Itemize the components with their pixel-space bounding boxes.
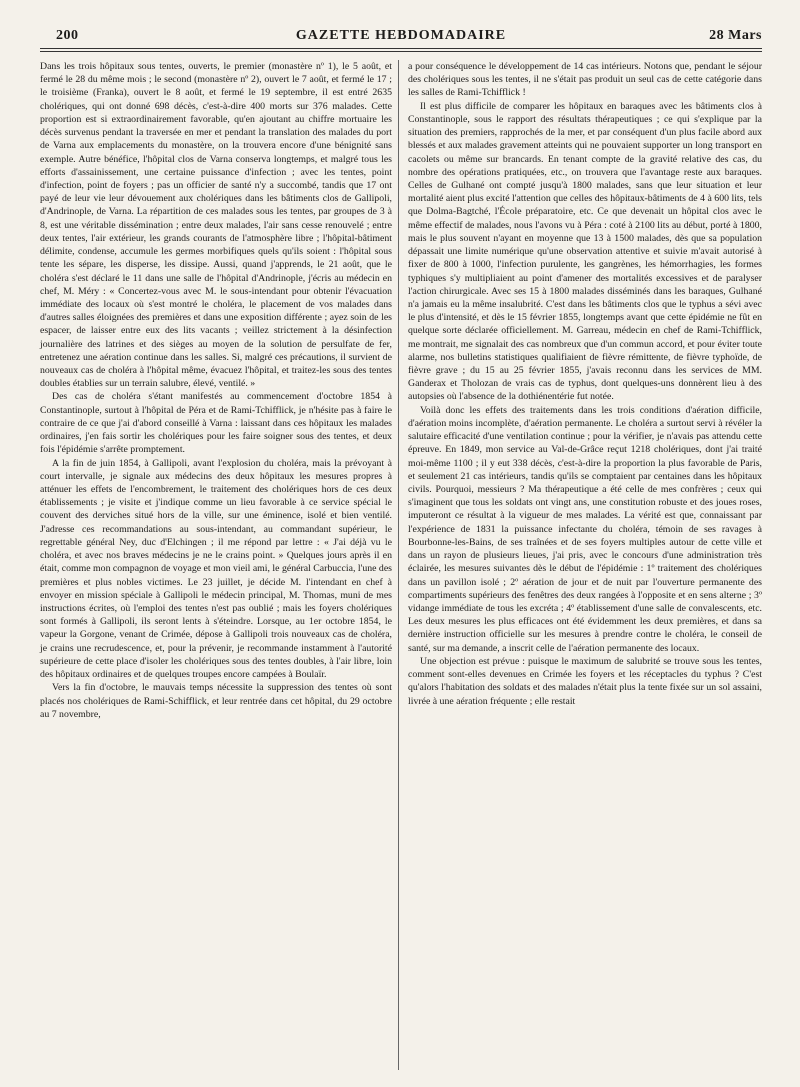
issue-date: 28 Mars — [709, 28, 762, 43]
paragraph: Dans les trois hôpitaux sous tentes, ouverts, le premier (monastère nº 1), le 5 août, et fermé le 28 du même mois ; le second (monastère nº 2), ouvert le 7 août, et fermé le 17 ; le troisième (Franka), ouvert le 8 août, et fermé le 19 septembre, il est entré 2635 cholériques, qui ont donné 698 décès, c'est-à-dire 400 morts sur 376 malades. Cette proportion est si extraordinairement favorable, qu'en ajoutant au chiffre mortuaire les décès survenus pendant la traversée en mer et pendant la translation des malades du port de Varna aux emplacements du monastère, on la trouvera encore d'une bénignité sans exemple. Autre bénéfice, l'hôpital clos de Varna conserva longtemps, et malgré tous les efforts d'assainissement, une certaine puissance d'infection ; avec les tentes, point d'infection, point de foyers ; pas un officier de santé n'y a succombé, tandis que 17 ont payé de leur vie leur dévouement aux cholériques dans les bâtiments clos de Gallipoli, d'Andrinople, de Varna. La répartition de ces malades sous les tentes, par groupes de 3 à 8, est une véritable dissémination ; entre deux malades, l'air sans cesse renouvelé ; entre deux tentes, l'air extérieur, les grands courants de l'atmosphère libre ; l'hôpital-bâtiment délimite, condense, accumule les germes morbifiques quels qu'ils soient : l'hôpital sous tente les sépare, les disperse, les dissipe. Aussi, quand j'apprends, le 21 août, que le choléra s'est déclaré le 11 dans une salle de l'hôpital d'Andrinople, j'écris au médecin en chef, M. Méry : « Concertez-vous avec M. le sous-intendant pour obtenir l'évacuation immédiate des locaux où s'est montré le choléra, le placement de vos malades dans d'autres salles éloignées des premières et dans une exposition différente ; ayez soin de les espacer, de laisser entre eux des lits vacants ; veillez strictement à la désinfection journalière des latrines et des sièges au moyen de la solution de persulfate de fer, entretenez une aération continue dans les salles. Si, malgré ces précautions, il survient de nouveaux cas de choléra à l'hôpital même, évacuez l'hôpital, et traitez-les sous des tentes doubles établies sur un terrain salubre, élevé, ventilé. » — [40, 61, 392, 390]
paragraph: Des cas de choléra s'étant manifestés au commencement d'octobre 1854 à Constantinople, surtout à l'hôpital de Péra et de Rami-Tchifflick, je n'hésite pas à faire le contraire de ce que j'ai d'abord conseillé à Varna : laissant dans ces hôpitaux les malades ordinaires, j'en fais sortir les cholériques pour les faire soigner sous des tentes, et deux fois l'épidémie s'arrête promptement. — [40, 391, 392, 456]
paragraph: Vers la fin d'octobre, le mauvais temps nécessite la suppression des tentes où sont placés nos cholériques de Rami-Schifflick, et leur rentrée dans cet hôpital, du 29 octobre au 7 novembre, — [40, 682, 392, 720]
header-rule — [40, 48, 762, 49]
right-column — [408, 60, 762, 708]
page-number: 200 — [56, 28, 79, 43]
publication-title: GAZETTE HEBDOMADAIRE — [295, 28, 507, 43]
column-divider — [398, 60, 399, 1070]
paragraph: A la fin de juin 1854, à Gallipoli, avant l'explosion du choléra, mais la prévoyant à court intervalle, je signale aux médecins des deux hôpitaux les mesures propres à atténuer les effets de l'encombrement, le traitement des cholériques hors de ces deux établissements ; je visite et j'indique comme un lieu favorable à ce service spécial le couvent des derviches situé hors de la ville, sur une éminence, isolé et bien ventilé. J'adresse ces recommandations au sous-intendant, au commandant supérieur, le regrettable général Ney, duc d'Elchingen ; il me répond par lettre : « J'ai déjà vu le choléra, et avec nos braves médecins je ne le crains point. » Quelques jours après il en était, comme mon compagnon de voyage et mon vieil ami, le général Carbuccia, l'une des premières et plus nobles victimes. Le 23 juillet, je décide M. l'intendant en chef à envoyer en mission spéciale à Gallipoli le médecin principal, M. Thomas, muni de mes instructions écrites, où l'emploi des tentes n'est pas oublié ; mais les foyers cholériques sont formés à Gallipoli, ils seront lents à s'éteindre. Lorsque, au 1er octobre 1854, le vapeur la Gorgone, venant de Crimée, dépose à Gallipoli trois nouveaux cas de choléra, je crains une recrudescence, et, pour la prévenir, je recommande instamment à l'autorité supérieure de cette place d'isoler les cholériques sous des tentes doubles, à l'air libre, loin des hôpitaux ordinaires et de quelques troupes encore campées à Boulaïr. — [40, 457, 392, 681]
paragraph: Une objection est prévue : puisque le maximum de salubrité se trouve sous les tentes, comment sont-elles devenues en Crimée les foyers et les réceptacles du typhus ? C'est qu'alors l'habitation des soldats et des malades n'était plus la tente fixée sur un sol assaini, livrée à une aération fréquente ; elle restait — [408, 655, 762, 707]
paragraph: a pour conséquence le développement de 14 cas intérieurs. Notons que, pendant le séjour des cholériques sous les tentes, il ne s'était pas produit un seul cas de cette catégorie dans les salles de Rami-Tchifflick ! — [408, 61, 762, 99]
paragraph: Voilà donc les effets des traitements dans les trois conditions d'aération difficile, d'aération moins incomplète, d'aération permanente. Le choléra a surtout servi à révéler la salutaire efficacité d'une ventilation continue ; pour la vérifier, je n'avais pas attendu cette épreuve. En 1849, mon service au Val-de-Grâce reçut 1218 cholériques, dont j'ai traité moi-même 1100 ; il y eut 338 décès, c'est-à-dire la proportion la plus favorable de Paris, et seulement 21 cas intérieurs, tandis qu'ils se comptaient par centaines dans les hôpitaux civils. Pourquoi, messieurs ? Ma thérapeutique a été celle de mes confrères ; ceux qui s'imaginent que tous les soldats ont vingt ans, une constitution robuste et des joues roses, imputeront ce résultat à la vigueur de mes malades. La vérité est que, connaissant par l'expérience de 1831 la puissance infectante du choléra, témoin de ses ravages à Bourbonne-les-Bains, de ses traînées et de ses foyers multiples autour de cette ville et dans un rayon de plusieurs lieues, j'ai pris, avec le concours d'une administration très éclairée, les mesures suivantes dès le début de l'épidémie : 1º traitement des cholériques dans un pavillon isolé ; 2º aération de jour et de nuit par l'ouverture permanente des compartiments supérieurs des fenêtres des deux rangées à l'opposite et en sens alterne ; 3º vidange immédiate de tous les excréta ; 4º établissement d'une salle de convalescents, etc. Les deux mesures les plus efficaces ont été évidemment les deux premières, et dans sa dernière instruction officielle sur les mesures à prendre contre le choléra, le conseil de santé, sur ma demande, a inscrit celle de l'aération permanente des locaux. — [408, 404, 762, 654]
header-rule — [40, 51, 762, 52]
paragraph: Il est plus difficile de comparer les hôpitaux en baraques avec les bâtiments clos à Constantinople, sous le rapport des résultats thérapeutiques ; ce qui s'explique par la situation des premiers, rapprochés de la mer, et par conséquent d'un plus facile abord aux blessés et aux malades gravement atteints qui ne pouvaient supporter un long transport en cacolets ou même sur brancards. En tenant compte de la gravité relative des cas, du nombre des opérations pratiquées, etc., on trouvera que l'avantage reste aux baraques. Celles de Gulhané ont compté jusqu'à 1800 malades, sans que leur situation et leur mortalité aient plus excité l'attention que celles des hôpitaux-bâtiments de 4 à 600 lits, tels que Dolma-Bagtché, l'École préparatoire, etc. Ce que devenait un hôpital clos avec le même effectif de malades, nous l'avons vu à Péra : coté à 2100 lits au début, porté à 1800, mais le plus souvent n'ayant en moyenne que 13 à 1500 malades, dès que sa population dépassait une limite numérique qu'une observation attentive et suivie m'avait autorisé à fixer de 800 à 1000, l'infection purulente, les gangrènes, les hémorrhagies, les formes typhiques s'y multipliaient au point d'amener des mortalités excessives et de paralyser l'action chirurgicale. Avec ses 15 à 1800 malades disséminés dans les baraques, Gulhané n'a jamais eu la même insalubrité. C'est dans les bâtiments clos que le typhus a sévi avec le plus d'intensité, et dès le 15 février 1855, longtemps avant que cette épidémie ne fût en quelque sorte déclarée officiellement. M. Garreau, médecin en chef de Rami-Tchifflick, me montrait, me signalait des cas nombreux que d'un commun accord, et pour éviter toute alarme, nos bulletins statistiques qualifiaient de fièvre rémittente, de fièvre typhoïde, de fièvre grave ; du 15 au 25 février 1855, j'avais reconnu dans les services de MM. Ganderax et Tholozan de vrais cas de typhus, dont quelques-uns donnèrent lieu à des autopsies où l'absence de la dothiénentérie fut notée. — [408, 100, 762, 403]
left-column — [40, 60, 392, 721]
